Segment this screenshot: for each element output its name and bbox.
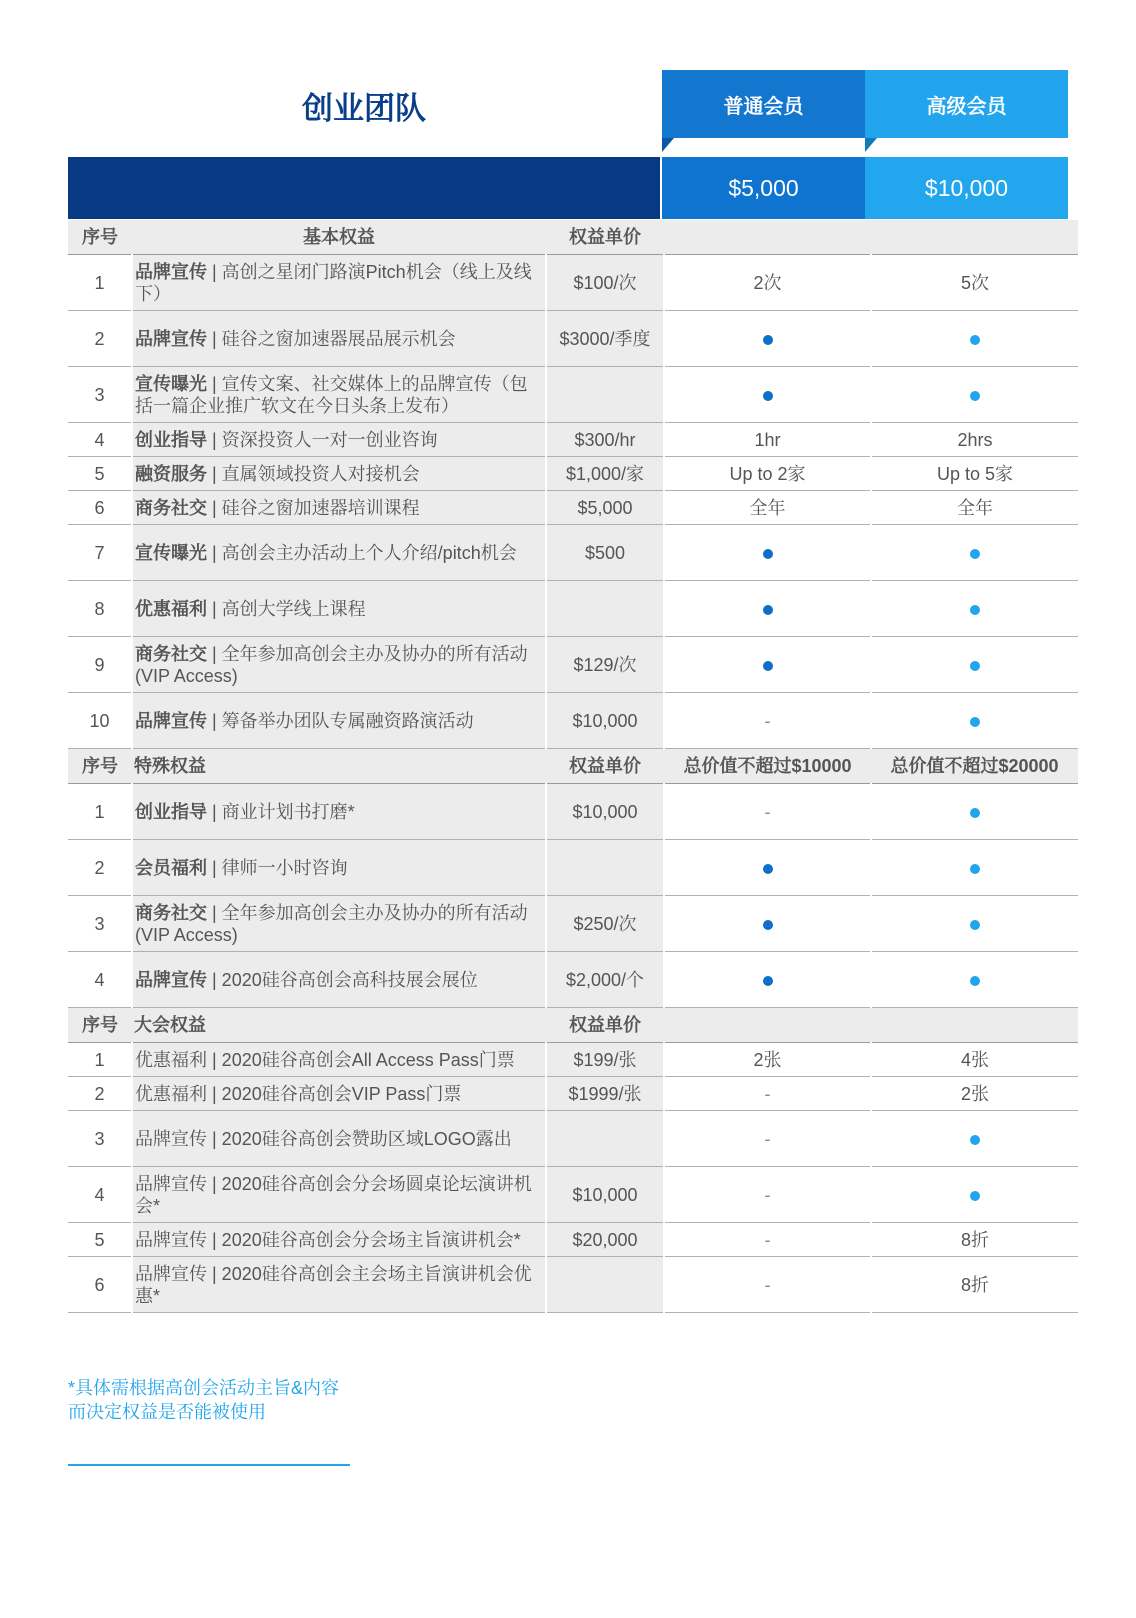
- row-senior-value: [871, 840, 1078, 896]
- tier-regular-notch: [662, 138, 674, 152]
- row-text: | 高创之星闭门路演Pitch机会（线上及线下）: [135, 261, 532, 304]
- row-no: 8: [68, 581, 132, 637]
- row-text: | 资深投资人一对一创业咨询: [207, 429, 438, 450]
- row-no: 1: [68, 784, 132, 840]
- row-text: | 律师一小时咨询: [207, 857, 348, 878]
- row-regular-value: [664, 1043, 871, 1077]
- row-text: 品牌宣传 | 2020硅谷高创会分会场圆桌论坛演讲机会*: [135, 1173, 532, 1216]
- row-unit-price: [546, 367, 664, 423]
- row-text: 优惠福利 | 2020硅谷高创会VIP Pass门票: [135, 1083, 462, 1104]
- value-text: 2张: [753, 1049, 782, 1070]
- table-row: [68, 784, 1078, 840]
- row-description: [132, 457, 546, 491]
- value-text: 8折: [960, 1229, 989, 1250]
- row-unit-price: [546, 1111, 664, 1167]
- table-row: [68, 952, 1078, 1008]
- row-regular-value: [664, 1257, 871, 1313]
- not-included-dash: -: [764, 710, 771, 731]
- row-regular-value: [664, 896, 871, 952]
- row-description: [132, 1257, 546, 1313]
- row-no: 3: [68, 367, 132, 423]
- value-text: 8折: [960, 1274, 989, 1295]
- not-included-dash: -: [764, 1184, 771, 1205]
- row-regular-value: [664, 367, 871, 423]
- included-dot-icon: [970, 335, 980, 345]
- row-unit-price: $10,000: [546, 1167, 664, 1223]
- table-row: [68, 525, 1078, 581]
- header-no: 序号: [68, 220, 132, 255]
- row-no: 2: [68, 311, 132, 367]
- row-unit-price: $1,000/家: [546, 457, 664, 491]
- row-senior-value: [871, 255, 1078, 311]
- row-unit-price: [546, 840, 664, 896]
- included-dot-icon: [763, 661, 773, 671]
- row-senior-value: [871, 1111, 1078, 1167]
- row-no: 10: [68, 693, 132, 749]
- row-unit-price: $10,000: [546, 784, 664, 840]
- row-category: 品牌宣传: [135, 261, 207, 282]
- row-senior-value: [871, 1077, 1078, 1111]
- included-dot-icon: [763, 549, 773, 559]
- row-no: 6: [68, 1257, 132, 1313]
- row-senior-value: [871, 423, 1078, 457]
- row-description: [132, 693, 546, 749]
- header-regular: [664, 220, 871, 255]
- row-text: | 硅谷之窗加速器展品展示机会: [207, 328, 456, 349]
- value-text: 1hr: [754, 429, 781, 450]
- row-text: | 筹备举办团队专属融资路演活动: [207, 710, 474, 731]
- header-title: 特殊权益: [132, 749, 546, 784]
- row-no: 6: [68, 491, 132, 525]
- row-unit-price: $10,000: [546, 693, 664, 749]
- included-dot-icon: [970, 661, 980, 671]
- row-senior-value: [871, 457, 1078, 491]
- row-senior-value: [871, 1167, 1078, 1223]
- value-text: 4张: [960, 1049, 989, 1070]
- tier-senior-header: [865, 70, 1068, 138]
- included-dot-icon: [763, 864, 773, 874]
- row-senior-value: [871, 491, 1078, 525]
- value-text: 2次: [753, 272, 782, 293]
- row-text: | 商业计划书打磨*: [207, 801, 355, 822]
- tier-senior-notch: [865, 138, 877, 152]
- row-unit-price: $20,000: [546, 1223, 664, 1257]
- row-senior-value: [871, 581, 1078, 637]
- not-included-dash: -: [764, 801, 771, 822]
- table-row: [68, 255, 1078, 311]
- row-regular-value: [664, 311, 871, 367]
- table-row: [68, 1077, 1078, 1111]
- row-text: | 全年参加高创会主办及协办的所有活动 (VIP Access): [135, 902, 528, 945]
- row-category: 商务社交: [135, 902, 207, 923]
- row-no: 5: [68, 457, 132, 491]
- row-regular-value: [664, 1167, 871, 1223]
- row-text: | 宣传文案、社交媒体上的品牌宣传（包括一篇企业推广软文在今日头条上发布）: [135, 373, 528, 416]
- row-description: [132, 581, 546, 637]
- header-no: 序号: [68, 1008, 132, 1043]
- table-row: [68, 896, 1078, 952]
- header-unit: 权益单价: [546, 1008, 664, 1043]
- header-regular: 总价值不超过$10000: [664, 749, 871, 784]
- row-text: 品牌宣传 | 2020硅谷高创会分会场主旨演讲机会*: [135, 1229, 521, 1250]
- row-category: 宣传曝光: [135, 542, 207, 563]
- row-no: 9: [68, 637, 132, 693]
- row-senior-value: [871, 311, 1078, 367]
- header-unit: 权益单价: [546, 220, 664, 255]
- row-senior-value: [871, 693, 1078, 749]
- row-description: [132, 255, 546, 311]
- footnote-line-2: 而决定权益是否能被使用: [68, 1402, 266, 1422]
- row-regular-value: [664, 1111, 871, 1167]
- included-dot-icon: [970, 864, 980, 874]
- row-regular-value: [664, 255, 871, 311]
- included-dot-icon: [970, 920, 980, 930]
- header-senior: 总价值不超过$20000: [871, 749, 1078, 784]
- row-unit-price: $5,000: [546, 491, 664, 525]
- row-regular-value: [664, 952, 871, 1008]
- row-text: | 硅谷之窗加速器培训课程: [207, 497, 420, 518]
- included-dot-icon: [763, 335, 773, 345]
- row-no: 4: [68, 1167, 132, 1223]
- table-row: [68, 840, 1078, 896]
- footnote-rule: [68, 1464, 350, 1466]
- row-no: 5: [68, 1223, 132, 1257]
- row-category: 创业指导: [135, 801, 207, 822]
- table-row: [68, 491, 1078, 525]
- tier-regular-price: $5,000: [662, 157, 865, 219]
- footnote-line-1: *具体需根据高创会活动主旨&内容: [68, 1378, 340, 1398]
- row-regular-value: [664, 1223, 871, 1257]
- row-senior-value: [871, 1043, 1078, 1077]
- value-text: 全年: [749, 497, 786, 518]
- row-description: [132, 1167, 546, 1223]
- row-description: [132, 1223, 546, 1257]
- row-text: 品牌宣传 | 2020硅谷高创会主会场主旨演讲机会优惠*: [135, 1263, 532, 1306]
- row-description: [132, 1111, 546, 1167]
- not-included-dash: -: [764, 1128, 771, 1149]
- row-description: [132, 525, 546, 581]
- footnote: [68, 1376, 468, 1424]
- header-title: 基本权益: [132, 220, 546, 255]
- tier-regular-header: [662, 70, 865, 138]
- row-category: 会员福利: [135, 857, 207, 878]
- table-row: [68, 367, 1078, 423]
- value-text: 全年: [957, 497, 993, 518]
- value-text: 2张: [960, 1083, 989, 1104]
- row-no: 2: [68, 1077, 132, 1111]
- row-unit-price: $100/次: [546, 255, 664, 311]
- table-row: [68, 311, 1078, 367]
- row-unit-price: $199/张: [546, 1043, 664, 1077]
- included-dot-icon: [970, 391, 980, 401]
- value-text: 5次: [960, 272, 989, 293]
- row-description: [132, 840, 546, 896]
- header-bar: [68, 157, 660, 219]
- row-regular-value: [664, 457, 871, 491]
- tier-senior-name: 高级会员: [926, 95, 1007, 118]
- included-dot-icon: [970, 976, 980, 986]
- row-regular-value: [664, 637, 871, 693]
- row-senior-value: [871, 637, 1078, 693]
- row-text: | 高创大学线上课程: [207, 598, 366, 619]
- table-row: [68, 1223, 1078, 1257]
- row-description: [132, 367, 546, 423]
- table-row: [68, 423, 1078, 457]
- row-category: 宣传曝光: [135, 373, 207, 394]
- row-description: [132, 491, 546, 525]
- row-text: 优惠福利 | 2020硅谷高创会All Access Pass门票: [135, 1049, 515, 1070]
- included-dot-icon: [970, 1135, 980, 1145]
- row-description: [132, 1043, 546, 1077]
- row-unit-price: $300/hr: [546, 423, 664, 457]
- header-senior: [871, 220, 1078, 255]
- row-no: 4: [68, 952, 132, 1008]
- row-text: | 直属领域投资人对接机会: [207, 463, 420, 484]
- row-regular-value: [664, 423, 871, 457]
- row-no: 1: [68, 1043, 132, 1077]
- row-description: [132, 311, 546, 367]
- row-description: [132, 952, 546, 1008]
- row-regular-value: [664, 784, 871, 840]
- row-regular-value: [664, 693, 871, 749]
- included-dot-icon: [763, 976, 773, 986]
- included-dot-icon: [763, 391, 773, 401]
- row-category: 融资服务: [135, 463, 207, 484]
- header-senior: [871, 1008, 1078, 1043]
- included-dot-icon: [763, 605, 773, 615]
- not-included-dash: -: [764, 1274, 771, 1295]
- included-dot-icon: [763, 920, 773, 930]
- table-row: [68, 693, 1078, 749]
- row-unit-price: $250/次: [546, 896, 664, 952]
- row-unit-price: $2,000/个: [546, 952, 664, 1008]
- table-row: [68, 1043, 1078, 1077]
- row-senior-value: [871, 525, 1078, 581]
- row-senior-value: [871, 952, 1078, 1008]
- not-included-dash: -: [764, 1083, 771, 1104]
- row-description: [132, 1077, 546, 1111]
- row-category: 品牌宣传: [135, 710, 207, 731]
- benefits-table: [68, 220, 1078, 1313]
- row-text: 品牌宣传 | 2020硅谷高创会赞助区域LOGO露出: [135, 1128, 512, 1149]
- row-no: 3: [68, 896, 132, 952]
- row-no: 2: [68, 840, 132, 896]
- row-unit-price: $3000/季度: [546, 311, 664, 367]
- included-dot-icon: [970, 605, 980, 615]
- row-senior-value: [871, 784, 1078, 840]
- table-row: [68, 457, 1078, 491]
- row-regular-value: [664, 840, 871, 896]
- table-row: [68, 1111, 1078, 1167]
- row-description: [132, 637, 546, 693]
- section-header: [68, 220, 1078, 255]
- row-text: | 全年参加高创会主办及协办的所有活动 (VIP Access): [135, 643, 528, 686]
- row-description: [132, 423, 546, 457]
- row-category: 商务社交: [135, 643, 207, 664]
- header-unit: 权益单价: [546, 749, 664, 784]
- row-unit-price: [546, 581, 664, 637]
- row-unit-price: $500: [546, 525, 664, 581]
- row-regular-value: [664, 491, 871, 525]
- row-regular-value: [664, 581, 871, 637]
- section-header: [68, 749, 1078, 784]
- row-text: | 高创会主办活动上个人介绍/pitch机会: [207, 542, 517, 563]
- row-regular-value: [664, 1077, 871, 1111]
- table-row: [68, 1167, 1078, 1223]
- value-text: 2hrs: [957, 429, 993, 450]
- tier-senior-price: $10,000: [865, 157, 1068, 219]
- row-no: 1: [68, 255, 132, 311]
- section-header: [68, 1008, 1078, 1043]
- row-category: 创业指导: [135, 429, 207, 450]
- not-included-dash: -: [764, 1229, 771, 1250]
- value-text: Up to 5家: [936, 463, 1014, 484]
- row-description: [132, 784, 546, 840]
- row-regular-value: [664, 525, 871, 581]
- tier-regular-name: 普通会员: [723, 95, 804, 118]
- row-unit-price: [546, 1257, 664, 1313]
- row-unit-price: $1999/张: [546, 1077, 664, 1111]
- row-senior-value: [871, 896, 1078, 952]
- table-row: [68, 581, 1078, 637]
- row-unit-price: $129/次: [546, 637, 664, 693]
- row-text: | 2020硅谷高创会高科技展会展位: [207, 969, 478, 990]
- table-row: [68, 1257, 1078, 1313]
- row-category: 品牌宣传: [135, 969, 207, 990]
- included-dot-icon: [970, 808, 980, 818]
- header-no: 序号: [68, 749, 132, 784]
- row-senior-value: [871, 1257, 1078, 1313]
- page-title: 创业团队: [302, 90, 426, 126]
- row-description: [132, 896, 546, 952]
- row-category: 品牌宣传: [135, 328, 207, 349]
- value-text: Up to 2家: [729, 463, 806, 484]
- row-no: 3: [68, 1111, 132, 1167]
- row-senior-value: [871, 367, 1078, 423]
- row-no: 7: [68, 525, 132, 581]
- header-regular: [664, 1008, 871, 1043]
- benefits-table-body: [68, 220, 1078, 1313]
- header-title: 大会权益: [132, 1008, 546, 1043]
- included-dot-icon: [970, 549, 980, 559]
- row-senior-value: [871, 1223, 1078, 1257]
- row-category: 优惠福利: [135, 598, 207, 619]
- included-dot-icon: [970, 1191, 980, 1201]
- row-no: 4: [68, 423, 132, 457]
- included-dot-icon: [970, 717, 980, 727]
- table-row: [68, 637, 1078, 693]
- row-category: 商务社交: [135, 497, 207, 518]
